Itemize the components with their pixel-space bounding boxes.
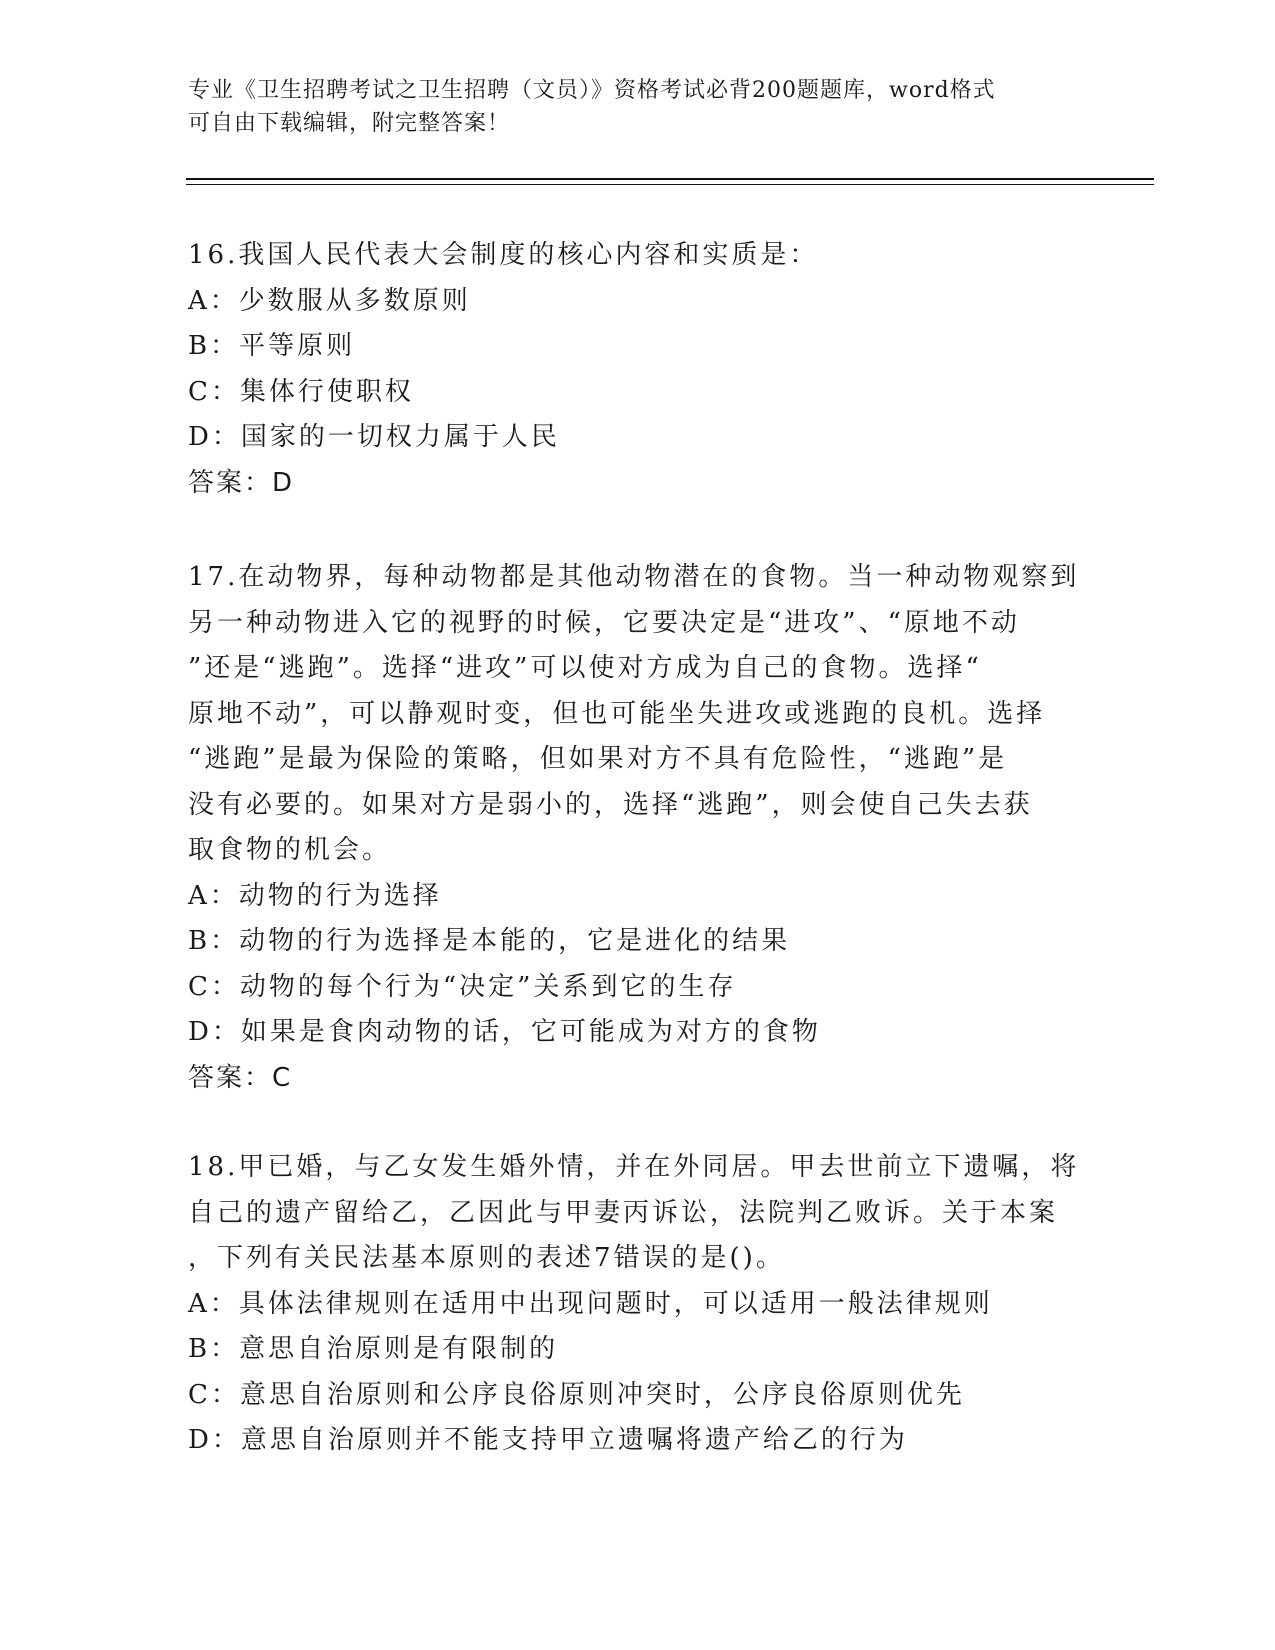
answer-line: 答案：D: [188, 467, 295, 498]
option-b: B：意思自治原则是有限制的: [188, 1334, 559, 1364]
option-a: A：少数服从多数原则: [188, 285, 471, 316]
question-stem-line: ，下列有关民法基本原则的表述7错误的是()。: [188, 1243, 785, 1273]
question-stem-line: 另一种动物进入它的视野的时候，它要决定是“进攻”、“原地不动: [188, 607, 1020, 638]
question-stem-line: 原地不动”，可以静观时变，但也可能坐失进攻或逃跑的良机。选择: [188, 698, 1046, 729]
question-stem-line: 自己的遗产留给乙，乙因此与甲妻丙诉讼，法院判乙败诉。关于本案: [188, 1197, 1059, 1228]
header-line-2: 可自由下载编辑，附完整答案！: [188, 111, 511, 136]
question-stem-line: 取食物的机会。: [188, 835, 392, 865]
question-16: [188, 233, 1093, 506]
header-divider-thick: [186, 178, 1154, 180]
question-stem-line: 没有必要的。如果对方是弱小的，选择“逃跑”，则会使自己失去获: [188, 789, 1033, 820]
question-stem-line: “逃跑”是最为保险的策略，但如果对方不具有危险性，“逃跑”是: [188, 744, 1008, 774]
header-divider-thin: [186, 184, 1154, 185]
question-stem-line: 17.在动物界，每种动物都是其他动物潜在的食物。当一种动物观察到: [188, 562, 1080, 592]
question-stem-line: 18.甲已婚，与乙女发生婚外情，并在外同居。甲去世前立下遗嘱，将: [188, 1152, 1080, 1182]
question-stem-line: ”还是“逃跑”。选择“进攻”可以使对方成为自己的食物。选择“: [188, 653, 982, 683]
option-a: A：具体法律规则在适用中出现问题时，可以适用一般法律规则: [188, 1288, 993, 1319]
question-17: [188, 555, 1093, 1101]
option-c: C：集体行使职权: [188, 376, 414, 407]
option-c: C：意思自治原则和公序良俗原则冲突时，公序良俗原则优先: [188, 1379, 965, 1410]
option-a: A：动物的行为选择: [188, 880, 442, 911]
header-line-1: 专业《卫生招聘考试之卫生招聘（文员）》资格考试必背200题题库，word格式: [188, 78, 996, 103]
question-18: [188, 1145, 1093, 1464]
answer-line: 答案：C: [188, 1062, 293, 1093]
option-b: B：平等原则: [188, 331, 356, 361]
option-d: D：如果是食肉动物的话，它可能成为对方的食物: [188, 1017, 821, 1047]
document-header: [188, 74, 1088, 140]
option-c: C：动物的每个行为“决定”关系到它的生存: [188, 971, 737, 1002]
option-d: D：国家的一切权力属于人民: [188, 422, 560, 452]
option-d: D：意思自治原则并不能支持甲立遗嘱将遗产给乙的行为: [188, 1425, 908, 1455]
question-stem: 16.我国人民代表大会制度的核心内容和实质是：: [188, 240, 819, 270]
option-b: B：动物的行为选择是本能的，它是进化的结果: [188, 926, 791, 956]
